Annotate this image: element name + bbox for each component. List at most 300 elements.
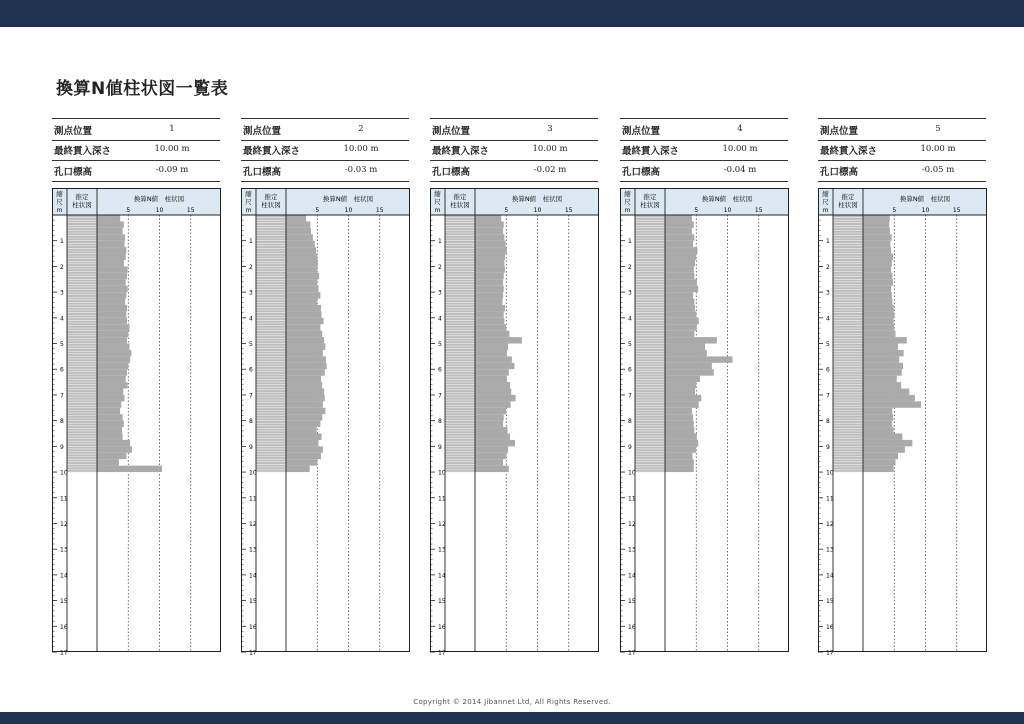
depth-tick-label: 6 <box>628 366 632 374</box>
n-value-column-chart <box>52 188 221 657</box>
n-value-bar <box>863 311 894 317</box>
depth-tick-label: 14 <box>60 572 68 580</box>
n-value-bar <box>97 260 124 266</box>
position-value: 5 <box>935 124 941 134</box>
n-value-bar <box>286 434 322 440</box>
depth-tick-label: 11 <box>438 495 446 503</box>
n-value-bar <box>475 228 503 234</box>
scale-header-1: 縮 <box>434 190 441 198</box>
depth-tick-label: 3 <box>438 289 442 297</box>
depth-tick-label: 9 <box>628 443 632 451</box>
n-value-bar <box>97 221 124 227</box>
n-value-bar <box>863 273 892 279</box>
depth-tick-label: 3 <box>628 289 632 297</box>
info-row-final-depth <box>620 139 788 161</box>
n-value-bar <box>97 427 122 433</box>
n-value-bar <box>665 234 694 240</box>
n-value-bar <box>863 369 902 375</box>
depth-tick-label: 16 <box>249 623 257 631</box>
n-value-bar <box>475 344 508 350</box>
depth-tick-label: 15 <box>60 598 68 606</box>
n-value-bar <box>665 401 699 407</box>
depth-tick-label: 8 <box>249 418 253 426</box>
n-value-bar <box>97 234 125 240</box>
final-depth-value: 10.00 m <box>154 144 190 154</box>
scale-header-2: 尺 <box>624 198 631 206</box>
n-value-bar <box>475 434 510 440</box>
n-value-bar <box>286 228 311 234</box>
n-value-bar <box>286 414 322 420</box>
n-value-bar <box>475 459 503 465</box>
n-value-bar <box>665 286 698 292</box>
position-value: 1 <box>169 124 175 134</box>
n-value-bar <box>286 427 317 433</box>
depth-tick-label: 14 <box>438 572 446 580</box>
n-value-bar <box>475 440 515 446</box>
n-value-column-chart <box>430 188 599 657</box>
n-value-bar <box>97 241 125 247</box>
depth-tick-label: 8 <box>438 418 442 426</box>
n-value-bar <box>665 318 699 324</box>
n-value-bar <box>475 221 504 227</box>
column-header-2: 柱状図 <box>261 201 281 209</box>
final-depth-label: 最終貫入深さ <box>820 146 878 157</box>
scale-unit: m <box>434 207 441 214</box>
n-value-bar <box>863 350 904 356</box>
depth-tick-label: 11 <box>249 495 257 503</box>
n-value-bar <box>286 305 321 311</box>
n-value-bar <box>286 273 319 279</box>
n-value-bar <box>665 228 692 234</box>
info-row-elevation <box>818 160 986 182</box>
n-value-bar <box>97 318 127 324</box>
n-value-bar <box>286 376 321 382</box>
depth-tick-label: 16 <box>438 623 446 631</box>
x-tick-label: 5 <box>315 207 320 214</box>
n-value-bar <box>286 247 316 253</box>
position-label: 測点位置 <box>432 126 471 137</box>
n-value-bar <box>97 266 128 272</box>
chart-header: 換算N値 柱状図 <box>701 195 753 203</box>
n-value-bar <box>97 395 125 401</box>
n-value-bar <box>665 260 695 266</box>
final-depth-label: 最終貫入深さ <box>243 146 301 157</box>
n-value-bar <box>665 299 694 305</box>
n-value-bar <box>286 311 322 317</box>
n-value-bar <box>475 453 506 459</box>
n-value-bar <box>97 434 123 440</box>
column-header-1: 推定 <box>453 193 467 201</box>
depth-tick-label: 17 <box>60 649 68 657</box>
n-value-bar <box>97 247 126 253</box>
depth-tick-label: 12 <box>249 520 257 528</box>
final-depth-value: 10.00 m <box>343 144 379 154</box>
n-value-bar <box>97 286 128 292</box>
depth-tick-label: 6 <box>60 366 64 374</box>
n-value-bar <box>286 292 320 298</box>
scale-unit: m <box>245 207 252 214</box>
position-value: 4 <box>737 124 743 134</box>
n-value-bar <box>97 459 119 465</box>
depth-tick-label: 15 <box>249 598 257 606</box>
n-value-bar <box>475 401 511 407</box>
n-value-bar <box>665 311 696 317</box>
elevation-label: 孔口標高 <box>243 167 282 178</box>
n-value-bar <box>97 254 126 260</box>
depth-tick-label: 12 <box>438 520 446 528</box>
n-value-bar <box>863 401 921 407</box>
info-row-elevation <box>241 160 409 182</box>
column-header-2: 柱状図 <box>450 201 470 209</box>
chart-header: 換算N値 柱状図 <box>511 195 563 203</box>
n-value-bar <box>97 369 127 375</box>
n-value-bar <box>97 331 128 337</box>
info-row-final-depth <box>430 139 598 161</box>
depth-tick-label: 1 <box>628 238 632 246</box>
x-tick-label: 5 <box>694 207 699 214</box>
column-header-2: 柱状図 <box>640 201 660 209</box>
depth-tick-label: 15 <box>826 598 834 606</box>
n-value-bar <box>286 299 317 305</box>
n-value-bar <box>665 427 694 433</box>
n-value-bar <box>97 421 124 427</box>
depth-tick-label: 4 <box>826 315 830 323</box>
n-value-bar <box>97 215 120 221</box>
n-value-bar <box>475 318 504 324</box>
x-tick-label: 15 <box>375 207 384 214</box>
x-tick-label: 5 <box>126 207 131 214</box>
scale-header-2: 尺 <box>822 198 829 206</box>
depth-tick-label: 4 <box>628 315 632 323</box>
x-tick-label: 15 <box>754 207 763 214</box>
n-value-bar <box>97 356 130 362</box>
elevation-label: 孔口標高 <box>432 167 471 178</box>
n-value-bar <box>863 408 892 414</box>
info-row-position <box>52 118 220 141</box>
n-value-bar <box>475 279 503 285</box>
n-value-bar <box>286 254 317 260</box>
scale-unit: m <box>822 207 829 214</box>
depth-tick-label: 5 <box>826 341 830 349</box>
x-tick-label: 10 <box>155 207 164 214</box>
n-value-bar <box>863 337 907 343</box>
depth-tick-label: 9 <box>826 443 830 451</box>
n-value-bar <box>286 395 325 401</box>
n-value-bar <box>665 337 717 343</box>
copyright-footer: Copyright © 2014 Jibannet Ltd, All Rights Reserved. <box>413 698 611 706</box>
depth-tick-label: 5 <box>628 341 632 349</box>
n-value-bar <box>665 344 705 350</box>
n-value-bar <box>665 350 707 356</box>
n-value-bar <box>863 234 892 240</box>
position-value: 3 <box>547 124 553 134</box>
depth-tick-label: 10 <box>60 469 68 477</box>
n-value-bar <box>97 273 127 279</box>
depth-tick-label: 16 <box>60 623 68 631</box>
depth-tick-label: 3 <box>249 289 253 297</box>
position-value: 2 <box>358 124 364 134</box>
n-value-bar <box>665 414 693 420</box>
n-value-bar <box>286 286 319 292</box>
n-value-bar <box>97 401 121 407</box>
depth-tick-label: 5 <box>438 341 442 349</box>
depth-tick-label: 4 <box>60 315 64 323</box>
scale-header-1: 縮 <box>56 190 63 198</box>
n-value-bar <box>863 221 889 227</box>
n-value-bar <box>665 356 733 362</box>
n-value-bar <box>475 241 506 247</box>
final-depth-value: 10.00 m <box>532 144 568 154</box>
n-value-bar <box>97 453 126 459</box>
depth-tick-label: 6 <box>249 366 253 374</box>
scale-unit: m <box>624 207 631 214</box>
n-value-bar <box>475 466 509 472</box>
position-label: 測点位置 <box>622 126 661 137</box>
n-value-bar <box>97 344 130 350</box>
n-value-bar <box>863 215 890 221</box>
n-value-bar <box>97 279 126 285</box>
n-value-bar <box>286 350 323 356</box>
n-value-bar <box>97 337 127 343</box>
n-value-column-chart <box>818 188 987 657</box>
n-value-bar <box>475 382 510 388</box>
n-value-bar <box>286 453 321 459</box>
n-value-bar <box>97 446 132 452</box>
n-value-bar <box>665 292 693 298</box>
n-value-bar <box>863 305 894 311</box>
n-value-bar <box>286 241 315 247</box>
info-row-elevation <box>430 160 598 182</box>
n-value-bar <box>286 408 325 414</box>
scale-header-2: 尺 <box>245 198 252 206</box>
n-value-bar <box>665 408 692 414</box>
n-value-bar <box>665 305 695 311</box>
scale-header-2: 尺 <box>56 198 63 206</box>
depth-tick-label: 7 <box>249 392 253 400</box>
column-header-1: 推定 <box>75 193 89 201</box>
n-value-bar <box>97 311 126 317</box>
n-value-bar <box>475 389 511 395</box>
x-tick-label: 10 <box>533 207 542 214</box>
n-value-bar <box>665 382 696 388</box>
depth-tick-label: 17 <box>249 649 257 657</box>
n-value-bar <box>863 254 893 260</box>
n-value-bar <box>665 459 694 465</box>
depth-tick-label: 8 <box>628 418 632 426</box>
depth-tick-label: 8 <box>60 418 64 426</box>
n-value-bar <box>286 389 324 395</box>
depth-tick-label: 13 <box>438 546 446 554</box>
n-value-bar <box>665 466 694 472</box>
n-value-bar <box>97 350 131 356</box>
elevation-value: -0.05 m <box>921 165 955 175</box>
chart-header: 換算N値 柱状図 <box>133 195 185 203</box>
n-value-bar <box>665 324 697 330</box>
n-value-bar <box>97 305 127 311</box>
n-value-bar <box>97 292 126 298</box>
n-value-bar <box>286 215 306 221</box>
n-value-bar <box>863 279 893 285</box>
n-value-bar <box>665 453 693 459</box>
n-value-bar <box>863 228 890 234</box>
n-value-bar <box>97 408 120 414</box>
depth-tick-label: 1 <box>438 238 442 246</box>
n-value-bar <box>475 369 509 375</box>
n-value-bar <box>863 414 893 420</box>
x-tick-label: 5 <box>892 207 897 214</box>
n-value-bar <box>286 318 324 324</box>
n-value-bar <box>97 376 126 382</box>
n-value-bar <box>97 299 125 305</box>
x-tick-label: 15 <box>564 207 573 214</box>
position-label: 測点位置 <box>820 126 859 137</box>
n-value-bar <box>475 414 504 420</box>
n-value-bar <box>286 260 318 266</box>
elevation-label: 孔口標高 <box>54 167 93 178</box>
column-header-2: 柱状図 <box>838 201 858 209</box>
info-row-position <box>241 118 409 141</box>
x-tick-label: 15 <box>186 207 195 214</box>
n-value-bar <box>97 363 128 369</box>
n-value-bar <box>286 401 323 407</box>
n-value-bar <box>286 337 324 343</box>
n-value-bar <box>475 446 508 452</box>
depth-tick-label: 12 <box>60 520 68 528</box>
depth-tick-label: 7 <box>826 392 830 400</box>
n-value-bar <box>475 350 507 356</box>
n-value-column-chart <box>620 188 789 657</box>
depth-tick-label: 2 <box>60 263 64 271</box>
n-value-bar <box>475 356 512 362</box>
n-value-bar <box>475 324 506 330</box>
n-value-bar <box>863 440 912 446</box>
n-value-bar <box>475 395 516 401</box>
scale-header-2: 尺 <box>434 198 441 206</box>
n-value-bar <box>665 395 701 401</box>
n-value-bar <box>286 382 322 388</box>
info-row-elevation <box>620 160 788 182</box>
depth-tick-label: 7 <box>60 392 64 400</box>
depth-tick-label: 15 <box>628 598 636 606</box>
depth-tick-label: 5 <box>60 341 64 349</box>
n-value-bar <box>665 440 698 446</box>
depth-tick-label: 7 <box>438 392 442 400</box>
n-value-bar <box>97 382 128 388</box>
n-value-bar <box>286 356 326 362</box>
depth-tick-label: 3 <box>826 289 830 297</box>
n-value-bar <box>97 414 123 420</box>
n-value-bar <box>863 292 892 298</box>
n-value-bar <box>863 459 896 465</box>
n-value-bar <box>665 273 694 279</box>
depth-tick-label: 9 <box>249 443 253 451</box>
info-row-final-depth <box>52 139 220 161</box>
n-value-bar <box>863 382 901 388</box>
n-value-bar <box>97 389 123 395</box>
n-value-bar <box>665 369 714 375</box>
elevation-label: 孔口標高 <box>622 167 661 178</box>
n-value-bar <box>475 273 504 279</box>
n-value-bar <box>286 466 310 472</box>
depth-tick-label: 2 <box>438 263 442 271</box>
info-row-elevation <box>52 160 220 182</box>
top-band <box>0 0 1024 27</box>
depth-tick-label: 11 <box>60 495 68 503</box>
n-value-bar <box>665 434 697 440</box>
n-value-bar <box>286 459 317 465</box>
n-value-bar <box>863 324 894 330</box>
x-tick-label: 15 <box>952 207 961 214</box>
n-value-bar <box>475 260 504 266</box>
final-depth-value: 10.00 m <box>722 144 758 154</box>
n-value-bar <box>863 247 891 253</box>
n-value-bar <box>475 266 505 272</box>
n-value-bar <box>863 318 894 324</box>
n-value-bar <box>475 305 505 311</box>
n-value-bar <box>863 453 898 459</box>
n-value-bar <box>475 234 504 240</box>
n-value-bar <box>286 363 327 369</box>
n-value-bar <box>863 395 915 401</box>
elevation-value: -0.02 m <box>533 165 567 175</box>
scale-header-1: 縮 <box>822 190 829 198</box>
elevation-value: -0.09 m <box>155 165 189 175</box>
n-value-bar <box>665 331 694 337</box>
n-value-bar <box>863 434 902 440</box>
n-value-bar <box>475 254 505 260</box>
n-value-bar <box>863 421 892 427</box>
n-value-bar <box>863 266 891 272</box>
depth-tick-label: 16 <box>826 623 834 631</box>
n-value-bar <box>475 286 504 292</box>
n-value-bar <box>475 292 503 298</box>
chart-header: 換算N値 柱状図 <box>322 195 374 203</box>
n-value-bar <box>863 299 892 305</box>
n-value-bar <box>475 421 503 427</box>
depth-tick-label: 12 <box>826 520 834 528</box>
depth-tick-label: 6 <box>826 366 830 374</box>
depth-tick-label: 15 <box>438 598 446 606</box>
x-tick-label: 10 <box>344 207 353 214</box>
depth-tick-label: 2 <box>826 263 830 271</box>
n-value-bar <box>475 363 514 369</box>
depth-tick-label: 4 <box>249 315 253 323</box>
column-header-1: 推定 <box>643 193 657 201</box>
bottom-band <box>0 712 1024 724</box>
depth-tick-label: 9 <box>438 443 442 451</box>
depth-tick-label: 11 <box>826 495 834 503</box>
depth-tick-label: 14 <box>628 572 636 580</box>
depth-tick-label: 8 <box>826 418 830 426</box>
n-value-bar <box>286 234 313 240</box>
n-value-bar <box>665 241 693 247</box>
depth-tick-label: 13 <box>249 546 257 554</box>
depth-tick-label: 1 <box>249 238 253 246</box>
n-value-bar <box>863 286 891 292</box>
n-value-bar <box>665 215 692 221</box>
final-depth-label: 最終貫入深さ <box>432 146 490 157</box>
info-row-position <box>818 118 986 141</box>
n-value-bar <box>863 446 905 452</box>
n-value-bar <box>863 344 898 350</box>
scale-header-1: 縮 <box>245 190 252 198</box>
elevation-label: 孔口標高 <box>820 167 859 178</box>
n-value-bar <box>97 466 162 472</box>
n-value-bar <box>665 363 712 369</box>
n-value-bar <box>475 311 504 317</box>
depth-tick-label: 2 <box>628 263 632 271</box>
n-value-bar <box>665 421 694 427</box>
